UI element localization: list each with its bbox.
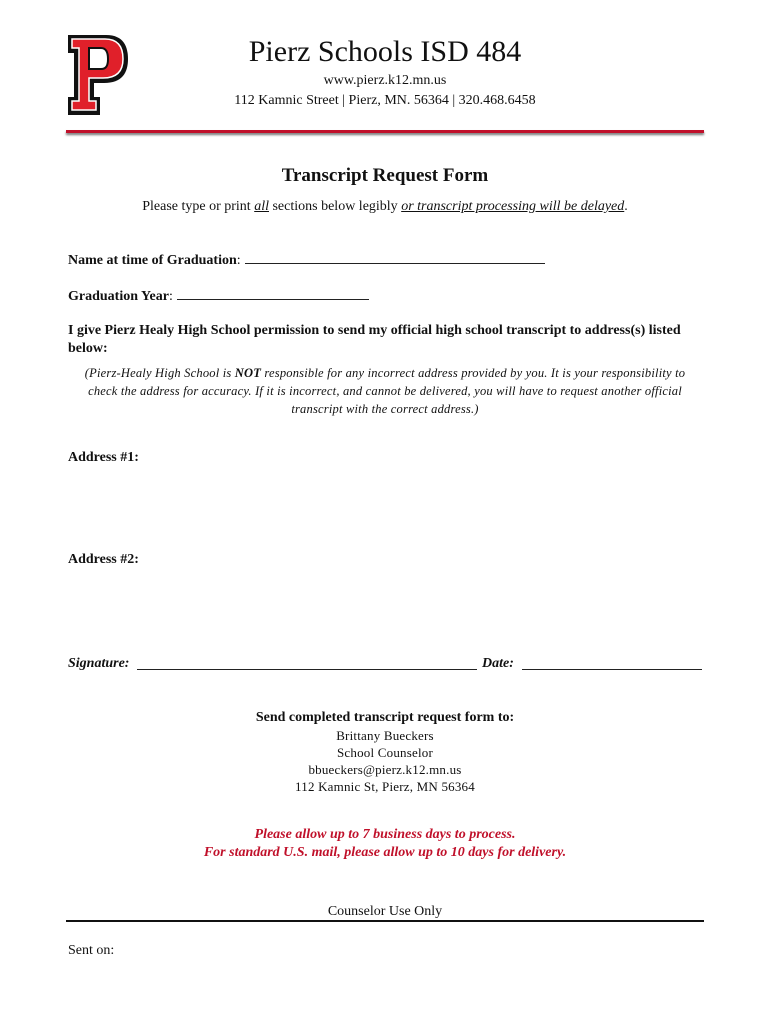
disclaimer-post: responsible for any incorrect address provided by you. It is your responsibility to check the address for accuracy. If it is incorrect, and cannot be delivered, you will have to request another official transcript with the correct address.) [88, 366, 686, 416]
date-input-line[interactable] [522, 669, 702, 670]
counselor-email[interactable]: bbueckers@pierz.k12.mn.us [308, 762, 462, 777]
instructions-all: all [254, 199, 269, 214]
counselor-use-heading: Counselor Use Only [327, 904, 443, 919]
name-field-row [68, 251, 545, 270]
instructions-end: . [624, 199, 628, 214]
name-label: Name at time of Graduation [68, 253, 237, 268]
address-2-label: Address #2: [68, 552, 139, 567]
address-disclaimer [78, 364, 692, 418]
instructions-mid: sections below legibly [268, 199, 402, 214]
permission-statement: I give Pierz Healy High School permission to send my official high school transcript to address(s) listed below: [68, 323, 681, 356]
header-divider [66, 130, 704, 133]
grad-year-input-line[interactable] [177, 287, 369, 300]
signature-label: Signature: [68, 656, 130, 671]
counselor-divider [66, 920, 704, 922]
name-colon: : [236, 253, 241, 268]
disclaimer-pre: (Pierz-Healy High School is [84, 366, 235, 380]
disclaimer-not: NOT [234, 366, 262, 380]
signature-input-line[interactable] [137, 669, 477, 670]
school-website[interactable]: www.pierz.k12.mn.us [323, 73, 447, 88]
instructions-pre: Please type or print [142, 199, 255, 214]
instructions-delay: or transcript processing will be delayed [401, 199, 625, 214]
date-label: Date: [482, 656, 514, 671]
form-title: Transcript Request Form [281, 165, 489, 186]
school-address-line: 112 Kamnic Street | Pierz, MN. 56364 | 320.468.6458 [234, 93, 536, 108]
counselor-role: School Counselor [336, 745, 433, 760]
processing-note: Please allow up to 7 business days to process. [254, 827, 516, 842]
grad-year-label: Graduation Year [68, 289, 169, 304]
grad-year-field-row [68, 287, 369, 306]
mail-note: For standard U.S. mail, please allow up to 10 days for delivery. [203, 845, 567, 860]
form-instructions [0, 198, 770, 216]
grad-year-colon: : [168, 289, 173, 304]
sent-on-label: Sent on: [68, 943, 115, 958]
name-input-line[interactable] [245, 251, 545, 264]
send-to-heading: Send completed transcript request form to: [255, 710, 515, 725]
address-1-label: Address #1: [68, 450, 139, 465]
school-name: Pierz Schools ISD 484 [248, 35, 522, 68]
counselor-address: 112 Kamnic St, Pierz, MN 56364 [295, 779, 475, 794]
counselor-name: Brittany Bueckers [336, 728, 434, 743]
